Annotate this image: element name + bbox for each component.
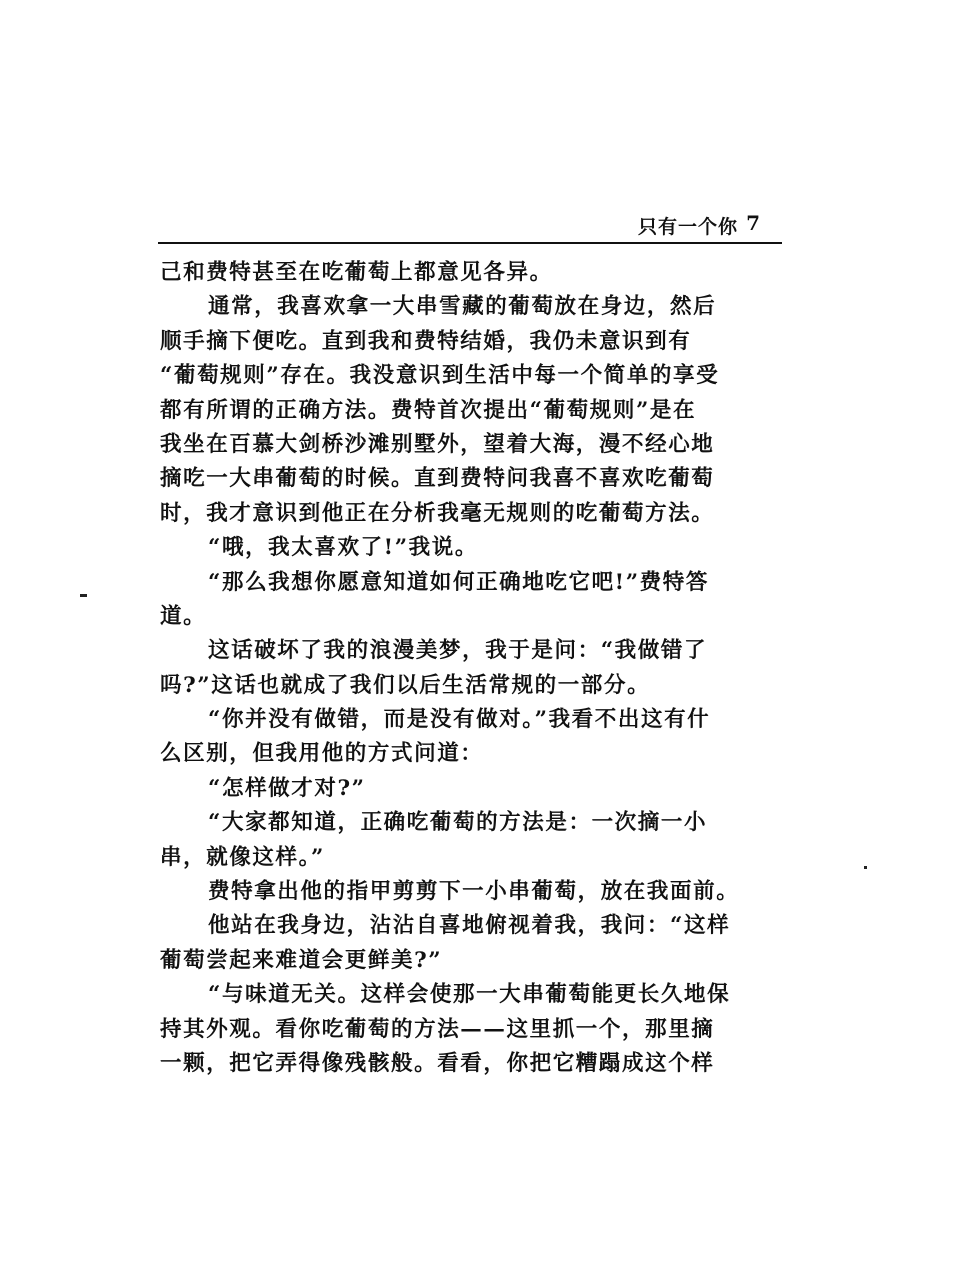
text-line: “那么我想你愿意知道如何正确地吃它吧!”费特答 (208, 569, 709, 595)
page-header (158, 210, 782, 244)
body-text (160, 256, 782, 1081)
text-line: 串，就像这样。” (160, 844, 325, 870)
scan-speck (80, 594, 87, 597)
scan-speck (864, 866, 867, 869)
text-line: 我坐在百慕大剑桥沙滩别墅外，望着大海，漫不经心地 (160, 431, 715, 457)
text-line: 一颗，把它弄得像残骸般。看看，你把它糟蹋成这个样 (160, 1050, 715, 1076)
text-line: 持其外观。看你吃葡萄的方法——这里抓一个，那里摘 (160, 1016, 715, 1042)
text-line: 通常，我喜欢拿一大串雪藏的葡萄放在身边，然后 (208, 294, 717, 320)
text-line: 他站在我身边，沾沾自喜地俯视着我，我问：“这样 (208, 913, 731, 939)
text-line: “大家都知道，正确吃葡萄的方法是：一次摘一小 (208, 810, 708, 836)
text-line: 么区别，但我用他的方式问道： (160, 741, 484, 767)
text-line: “怎样做才对?” (208, 775, 366, 801)
text-line: 葡萄尝起来难道会更鲜美?” (160, 947, 443, 973)
text-line: 摘吃一大串葡萄的时候。直到费特问我喜不喜欢吃葡萄 (160, 466, 715, 492)
text-line: “与味道无关。这样会使那一大串葡萄能更长久地保 (208, 982, 731, 1008)
text-line: “你并没有做错，而是没有做对。”我看不出这有什 (208, 707, 711, 733)
text-line: 吗?”这话也就成了我们以后生活常规的一部分。 (160, 672, 651, 698)
running-title: 只有一个你 (637, 216, 738, 238)
text-line: 都有所谓的正确方法。费特首次提出“葡萄规则”是在 (160, 397, 697, 423)
text-line: 己和费特甚至在吃葡萄上都意见各异。 (160, 260, 553, 285)
text-line: 道。 (160, 603, 207, 629)
text-line: “哦，我太喜欢了!”我说。 (208, 535, 478, 561)
text-line: “葡萄规则”存在。我没意识到生活中每一个简单的享受 (160, 363, 720, 389)
text-line: 时，我才意识到他正在分析我毫无规则的吃葡萄方法。 (160, 500, 715, 526)
text-line: 顺手摘下便吃。直到我和费特结婚，我仍未意识到有 (160, 328, 692, 354)
text-line: 这话破坏了我的浪漫美梦，我于是问：“我做错了 (208, 638, 708, 664)
page-number: 7 (746, 211, 760, 235)
text-line: 费特拿出他的指甲剪剪下一小串葡萄，放在我面前。 (208, 879, 740, 905)
